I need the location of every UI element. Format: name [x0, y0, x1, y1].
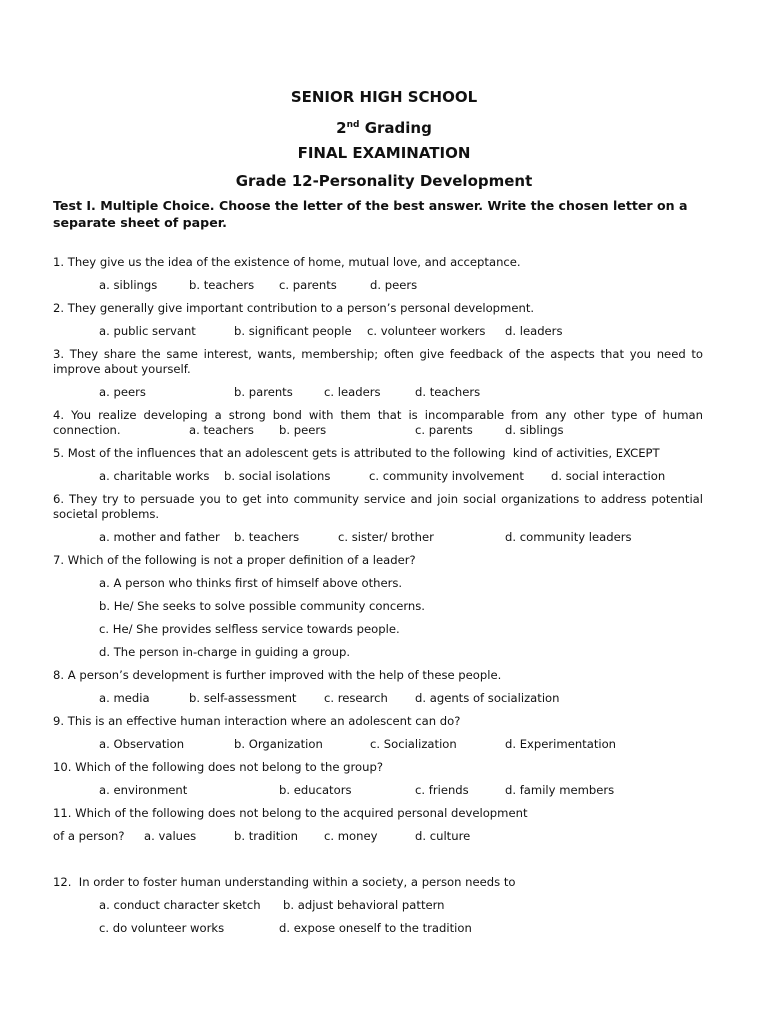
options-12-row-2 — [0, 921, 768, 936]
option-9d: d. Experimentation — [505, 737, 617, 751]
grading-word: Grading — [364, 119, 432, 137]
option-11d: d. culture — [415, 829, 471, 843]
option-2a: a. public servant — [99, 324, 196, 338]
option-12d: d. expose oneself to the tradition — [279, 921, 472, 935]
options-3 — [0, 385, 768, 400]
instructions: Test I. Multiple Choice. Choose the letter of the best answer. Write the chosen letter on a separate sheet of paper. — [53, 198, 688, 230]
option-6c: c. sister/ brother — [338, 530, 434, 544]
question-7: 7. Which of the following is not a proper definition of a leader? — [53, 553, 416, 567]
option-8a: a. media — [99, 691, 150, 705]
question-5: 5. Most of the influences that an adolescent gets is attributed to the following kind of activities, EXCEPT — [53, 446, 660, 460]
options-6 — [0, 530, 768, 545]
grading-number: 2 — [336, 119, 347, 137]
question-4-line-1: 4. You realize developing a strong bond with them that is incomparable from any other type of human — [53, 408, 703, 422]
option-2c: c. volunteer workers — [367, 324, 486, 338]
option-2d: d. leaders — [505, 324, 563, 338]
option-10b: b. educators — [279, 783, 352, 797]
option-1a: a. siblings — [99, 278, 158, 292]
option-5b: b. social isolations — [224, 469, 331, 483]
option-3b: b. parents — [234, 385, 293, 399]
option-6d: d. community leaders — [505, 530, 632, 544]
exam-header — [0, 86, 768, 198]
option-10a: a. environment — [99, 783, 188, 797]
option-8b: b. self-assessment — [189, 691, 297, 705]
options-12-row-1 — [0, 898, 768, 913]
question-9: 9. This is an effective human interaction where an adolescent can do? — [53, 714, 461, 728]
option-7d: d. The person in-charge in guiding a group. — [99, 645, 351, 659]
option-9c: c. Socialization — [370, 737, 457, 751]
option-5a: a. charitable works — [99, 469, 210, 483]
option-12c: c. do volunteer works — [99, 921, 225, 935]
question-10: 10. Which of the following does not belong to the group? — [53, 760, 383, 774]
question-2: 2. They generally give important contribution to a person’s personal development. — [53, 301, 535, 315]
options-9 — [0, 737, 768, 752]
option-11a: a. values — [144, 829, 197, 843]
question-8: 8. A person’s development is further improved with the help of these people. — [53, 668, 502, 682]
option-7a: a. A person who thinks first of himself above others. — [99, 576, 403, 590]
options-11 — [0, 829, 768, 844]
option-7a-row — [0, 576, 768, 591]
school-title: SENIOR HIGH SCHOOL — [290, 88, 478, 106]
option-12a: a. conduct character sketch — [99, 898, 261, 912]
option-7d-row — [0, 645, 768, 660]
options-5 — [0, 469, 768, 484]
option-3d: d. teachers — [415, 385, 481, 399]
option-1c: c. parents — [279, 278, 337, 292]
grading-suffix: nd — [346, 120, 360, 130]
option-4d: d. siblings — [505, 423, 564, 437]
exam-title: FINAL EXAMINATION — [297, 144, 471, 162]
option-6b: b. teachers — [234, 530, 300, 544]
option-5c: c. community involvement — [369, 469, 524, 483]
option-10c: c. friends — [415, 783, 469, 797]
option-3c: c. leaders — [324, 385, 381, 399]
option-9a: a. Observation — [99, 737, 185, 751]
option-12b: b. adjust behavioral pattern — [283, 898, 445, 912]
question-6: 6. They try to persuade you to get into community service and join social organizations to address potential societal problems. — [53, 492, 703, 521]
option-7c-row — [0, 622, 768, 637]
question-3: 3. They share the same interest, wants, membership; often give feedback of the aspects that you need to improve about yourself. — [53, 347, 703, 376]
option-7b-row — [0, 599, 768, 614]
option-3a: a. peers — [99, 385, 146, 399]
option-5d: d. social interaction — [551, 469, 666, 483]
grading-title — [0, 114, 768, 142]
question-1: 1. They give us the idea of the existence of home, mutual love, and acceptance. — [53, 255, 521, 269]
question-12: 12. In order to foster human understanding within a society, a person needs to — [53, 875, 516, 889]
option-2b: b. significant people — [234, 324, 352, 338]
question-11-line-2: of a person? — [53, 829, 125, 843]
option-1d: d. peers — [370, 278, 418, 292]
question-11-line-1: 11. Which of the following does not belong to the acquired personal development — [53, 806, 528, 820]
options-4 — [0, 423, 768, 438]
option-7b: b. He/ She seeks to solve possible community concerns. — [99, 599, 425, 613]
option-4b: b. peers — [279, 423, 327, 437]
question-4-line-2: connection. — [53, 423, 121, 437]
option-11b: b. tradition — [234, 829, 298, 843]
option-7c: c. He/ She provides selfless service towards people. — [99, 622, 400, 636]
subject-title: Grade 12-Personality Development — [235, 172, 533, 190]
option-4c: c. parents — [415, 423, 473, 437]
option-8c: c. research — [324, 691, 388, 705]
option-1b: b. teachers — [189, 278, 255, 292]
option-8d: d. agents of socialization — [415, 691, 560, 705]
option-6a: a. mother and father — [99, 530, 220, 544]
options-1 — [0, 278, 768, 293]
options-2 — [0, 324, 768, 339]
options-8 — [0, 691, 768, 706]
option-10d: d. family members — [505, 783, 615, 797]
option-4a: a. teachers — [189, 423, 254, 437]
option-9b: b. Organization — [234, 737, 323, 751]
options-10 — [0, 783, 768, 798]
option-11c: c. money — [324, 829, 378, 843]
